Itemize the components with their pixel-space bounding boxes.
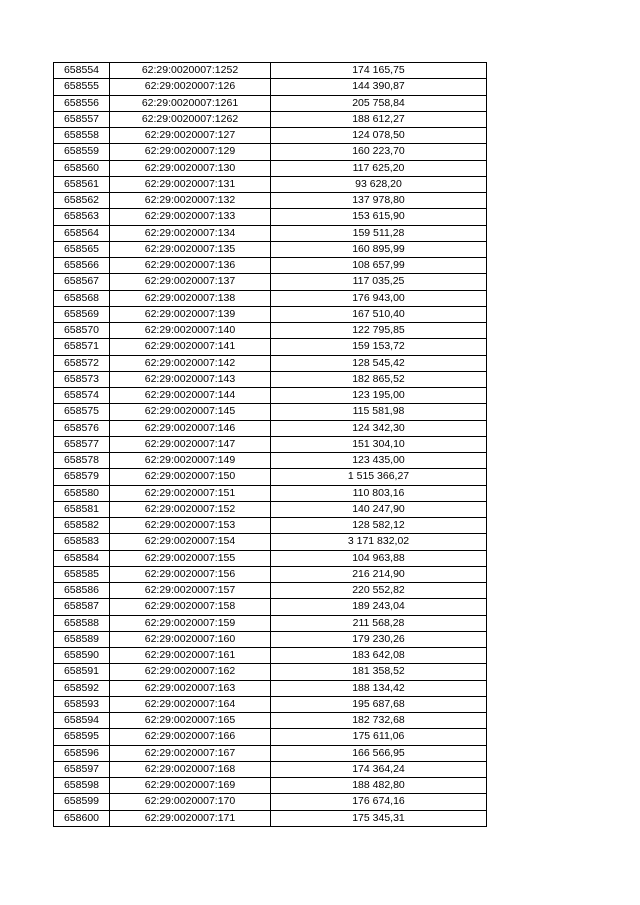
table-row (54, 599, 487, 615)
cadastral-number-cell: 62:29:0020007:140 (110, 323, 271, 339)
amount-cell: 176 943,00 (271, 290, 487, 306)
amount-cell: 123 195,00 (271, 388, 487, 404)
table-row (54, 745, 487, 761)
table-row (54, 761, 487, 777)
table-row (54, 778, 487, 794)
table-row (54, 225, 487, 241)
table-row (54, 583, 487, 599)
cadastral-number-cell: 62:29:0020007:167 (110, 745, 271, 761)
amount-cell: 1 515 366,27 (271, 469, 487, 485)
row-number-cell: 658554 (54, 63, 110, 79)
amount-cell: 182 732,68 (271, 713, 487, 729)
cadastral-number-cell: 62:29:0020007:156 (110, 566, 271, 582)
row-number-cell: 658594 (54, 713, 110, 729)
cadastral-number-cell: 62:29:0020007:131 (110, 176, 271, 192)
row-number-cell: 658576 (54, 420, 110, 436)
cadastral-number-cell: 62:29:0020007:143 (110, 371, 271, 387)
table-row (54, 485, 487, 501)
table-row (54, 518, 487, 534)
cadastral-number-cell: 62:29:0020007:139 (110, 306, 271, 322)
row-number-cell: 658573 (54, 371, 110, 387)
cadastral-number-cell: 62:29:0020007:161 (110, 648, 271, 664)
table-row (54, 306, 487, 322)
table-row (54, 355, 487, 371)
table-row (54, 810, 487, 826)
table-row (54, 680, 487, 696)
amount-cell: 153 615,90 (271, 209, 487, 225)
amount-cell: 176 674,16 (271, 794, 487, 810)
amount-cell: 159 153,72 (271, 339, 487, 355)
amount-cell: 123 435,00 (271, 453, 487, 469)
cadastral-number-cell: 62:29:0020007:132 (110, 193, 271, 209)
amount-cell: 160 223,70 (271, 144, 487, 160)
cadastral-number-cell: 62:29:0020007:163 (110, 680, 271, 696)
amount-cell: 117 625,20 (271, 160, 487, 176)
amount-cell: 211 568,28 (271, 615, 487, 631)
amount-cell: 182 865,52 (271, 371, 487, 387)
table-row (54, 111, 487, 127)
row-number-cell: 658591 (54, 664, 110, 680)
cadastral-number-cell: 62:29:0020007:158 (110, 599, 271, 615)
cadastral-number-cell: 62:29:0020007:145 (110, 404, 271, 420)
row-number-cell: 658597 (54, 761, 110, 777)
cadastral-number-cell: 62:29:0020007:153 (110, 518, 271, 534)
amount-cell: 183 642,08 (271, 648, 487, 664)
row-number-cell: 658593 (54, 696, 110, 712)
cadastral-number-cell: 62:29:0020007:149 (110, 453, 271, 469)
cadastral-number-cell: 62:29:0020007:165 (110, 713, 271, 729)
cadastral-number-cell: 62:29:0020007:134 (110, 225, 271, 241)
table-row (54, 209, 487, 225)
amount-cell: 175 611,06 (271, 729, 487, 745)
table-row (54, 176, 487, 192)
cadastral-number-cell: 62:29:0020007:137 (110, 274, 271, 290)
row-number-cell: 658575 (54, 404, 110, 420)
amount-cell: 108 657,99 (271, 258, 487, 274)
table-row (54, 63, 487, 79)
cadastral-number-cell: 62:29:0020007:1261 (110, 95, 271, 111)
table-row (54, 436, 487, 452)
data-table (53, 62, 487, 827)
row-number-cell: 658563 (54, 209, 110, 225)
amount-cell: 160 895,99 (271, 241, 487, 257)
row-number-cell: 658571 (54, 339, 110, 355)
amount-cell: 122 795,85 (271, 323, 487, 339)
table-row (54, 631, 487, 647)
table-row (54, 79, 487, 95)
cadastral-number-cell: 62:29:0020007:159 (110, 615, 271, 631)
row-number-cell: 658560 (54, 160, 110, 176)
row-number-cell: 658586 (54, 583, 110, 599)
row-number-cell: 658580 (54, 485, 110, 501)
row-number-cell: 658595 (54, 729, 110, 745)
row-number-cell: 658562 (54, 193, 110, 209)
row-number-cell: 658587 (54, 599, 110, 615)
cadastral-number-cell: 62:29:0020007:130 (110, 160, 271, 176)
cadastral-number-cell: 62:29:0020007:160 (110, 631, 271, 647)
table-row (54, 95, 487, 111)
cadastral-number-cell: 62:29:0020007:127 (110, 128, 271, 144)
row-number-cell: 658574 (54, 388, 110, 404)
table-row (54, 794, 487, 810)
cadastral-number-cell: 62:29:0020007:169 (110, 778, 271, 794)
cadastral-number-cell: 62:29:0020007:157 (110, 583, 271, 599)
amount-cell: 93 628,20 (271, 176, 487, 192)
amount-cell: 140 247,90 (271, 501, 487, 517)
cadastral-number-cell: 62:29:0020007:141 (110, 339, 271, 355)
table-row (54, 534, 487, 550)
cadastral-number-cell: 62:29:0020007:162 (110, 664, 271, 680)
amount-cell: 124 342,30 (271, 420, 487, 436)
table-body (54, 63, 487, 827)
row-number-cell: 658590 (54, 648, 110, 664)
table-row (54, 696, 487, 712)
table-row (54, 290, 487, 306)
amount-cell: 188 482,80 (271, 778, 487, 794)
row-number-cell: 658569 (54, 306, 110, 322)
amount-cell: 189 243,04 (271, 599, 487, 615)
table-row (54, 339, 487, 355)
cadastral-number-cell: 62:29:0020007:1262 (110, 111, 271, 127)
table-row (54, 274, 487, 290)
row-number-cell: 658588 (54, 615, 110, 631)
cadastral-number-cell: 62:29:0020007:170 (110, 794, 271, 810)
cadastral-number-cell: 62:29:0020007:1252 (110, 63, 271, 79)
row-number-cell: 658561 (54, 176, 110, 192)
table-row (54, 615, 487, 631)
table-row (54, 258, 487, 274)
row-number-cell: 658581 (54, 501, 110, 517)
amount-cell: 174 364,24 (271, 761, 487, 777)
cadastral-number-cell: 62:29:0020007:152 (110, 501, 271, 517)
table-row (54, 160, 487, 176)
table-row (54, 501, 487, 517)
row-number-cell: 658585 (54, 566, 110, 582)
row-number-cell: 658592 (54, 680, 110, 696)
amount-cell: 128 582,12 (271, 518, 487, 534)
table-row (54, 550, 487, 566)
row-number-cell: 658559 (54, 144, 110, 160)
amount-cell: 3 171 832,02 (271, 534, 487, 550)
row-number-cell: 658579 (54, 469, 110, 485)
cadastral-number-cell: 62:29:0020007:142 (110, 355, 271, 371)
cadastral-number-cell: 62:29:0020007:155 (110, 550, 271, 566)
cadastral-number-cell: 62:29:0020007:133 (110, 209, 271, 225)
amount-cell: 117 035,25 (271, 274, 487, 290)
amount-cell: 216 214,90 (271, 566, 487, 582)
cadastral-number-cell: 62:29:0020007:166 (110, 729, 271, 745)
table-row (54, 664, 487, 680)
row-number-cell: 658567 (54, 274, 110, 290)
amount-cell: 110 803,16 (271, 485, 487, 501)
amount-cell: 188 134,42 (271, 680, 487, 696)
amount-cell: 181 358,52 (271, 664, 487, 680)
row-number-cell: 658555 (54, 79, 110, 95)
row-number-cell: 658583 (54, 534, 110, 550)
amount-cell: 220 552,82 (271, 583, 487, 599)
amount-cell: 166 566,95 (271, 745, 487, 761)
cadastral-number-cell: 62:29:0020007:168 (110, 761, 271, 777)
row-number-cell: 658572 (54, 355, 110, 371)
table-row (54, 420, 487, 436)
row-number-cell: 658556 (54, 95, 110, 111)
amount-cell: 174 165,75 (271, 63, 487, 79)
cadastral-number-cell: 62:29:0020007:129 (110, 144, 271, 160)
cadastral-number-cell: 62:29:0020007:164 (110, 696, 271, 712)
amount-cell: 167 510,40 (271, 306, 487, 322)
table-row (54, 193, 487, 209)
table-row (54, 566, 487, 582)
amount-cell: 195 687,68 (271, 696, 487, 712)
table-row (54, 388, 487, 404)
amount-cell: 151 304,10 (271, 436, 487, 452)
cadastral-number-cell: 62:29:0020007:154 (110, 534, 271, 550)
amount-cell: 128 545,42 (271, 355, 487, 371)
row-number-cell: 658584 (54, 550, 110, 566)
table-row (54, 323, 487, 339)
table-row (54, 371, 487, 387)
table-row (54, 469, 487, 485)
row-number-cell: 658599 (54, 794, 110, 810)
cadastral-number-cell: 62:29:0020007:144 (110, 388, 271, 404)
amount-cell: 124 078,50 (271, 128, 487, 144)
cadastral-number-cell: 62:29:0020007:126 (110, 79, 271, 95)
table-row (54, 729, 487, 745)
cadastral-number-cell: 62:29:0020007:136 (110, 258, 271, 274)
row-number-cell: 658577 (54, 436, 110, 452)
cadastral-number-cell: 62:29:0020007:151 (110, 485, 271, 501)
table-row (54, 453, 487, 469)
amount-cell: 179 230,26 (271, 631, 487, 647)
amount-cell: 137 978,80 (271, 193, 487, 209)
table-row (54, 241, 487, 257)
table-row (54, 648, 487, 664)
cadastral-number-cell: 62:29:0020007:150 (110, 469, 271, 485)
cadastral-number-cell: 62:29:0020007:171 (110, 810, 271, 826)
amount-cell: 175 345,31 (271, 810, 487, 826)
row-number-cell: 658557 (54, 111, 110, 127)
row-number-cell: 658582 (54, 518, 110, 534)
row-number-cell: 658564 (54, 225, 110, 241)
row-number-cell: 658598 (54, 778, 110, 794)
amount-cell: 104 963,88 (271, 550, 487, 566)
row-number-cell: 658568 (54, 290, 110, 306)
cadastral-number-cell: 62:29:0020007:138 (110, 290, 271, 306)
amount-cell: 159 511,28 (271, 225, 487, 241)
table-row (54, 404, 487, 420)
amount-cell: 115 581,98 (271, 404, 487, 420)
cadastral-number-cell: 62:29:0020007:146 (110, 420, 271, 436)
row-number-cell: 658558 (54, 128, 110, 144)
row-number-cell: 658565 (54, 241, 110, 257)
amount-cell: 144 390,87 (271, 79, 487, 95)
cadastral-number-cell: 62:29:0020007:147 (110, 436, 271, 452)
table-row (54, 144, 487, 160)
row-number-cell: 658596 (54, 745, 110, 761)
row-number-cell: 658578 (54, 453, 110, 469)
table-row (54, 128, 487, 144)
row-number-cell: 658566 (54, 258, 110, 274)
amount-cell: 205 758,84 (271, 95, 487, 111)
cadastral-number-cell: 62:29:0020007:135 (110, 241, 271, 257)
row-number-cell: 658570 (54, 323, 110, 339)
amount-cell: 188 612,27 (271, 111, 487, 127)
row-number-cell: 658589 (54, 631, 110, 647)
row-number-cell: 658600 (54, 810, 110, 826)
table-row (54, 713, 487, 729)
